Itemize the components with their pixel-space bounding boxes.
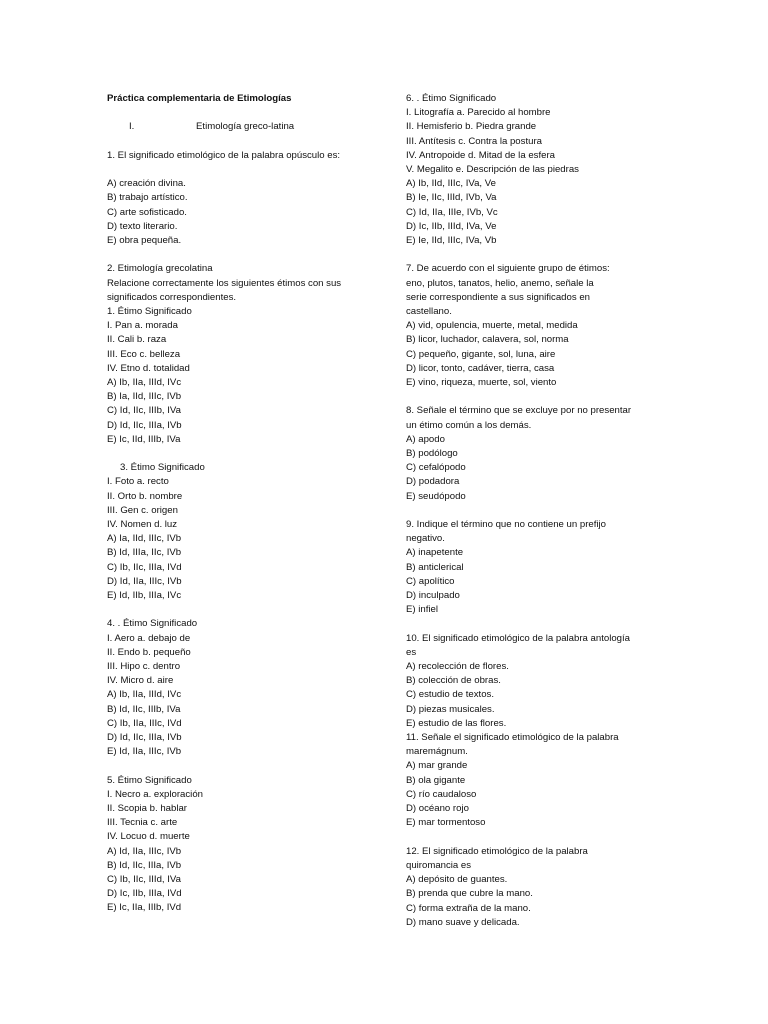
text-line-e-ie-iid-iiic-iva-vb: E) Ie, IId, IIIc, IVa, Vb bbox=[406, 235, 497, 247]
text-line-a-recoleccion-de-flores: A) recolección de flores. bbox=[406, 661, 509, 673]
text-line-c-cefalopodo: C) cefalópodo bbox=[406, 462, 466, 474]
text-line-b-prenda-que-cubre-la-mano: B) prenda que cubre la mano. bbox=[406, 888, 533, 900]
text-line-iv-nomen-d-luz: IV. Nomen d. luz bbox=[107, 519, 178, 531]
text-line-a-ib-iia-iiid-ivc: A) Ib, IIa, IIId, IVc bbox=[107, 377, 182, 388]
text-line-d-piezas-musicales: D) piezas musicales. bbox=[406, 703, 495, 715]
section-heading bbox=[107, 120, 377, 134]
text-line-1-el-significado-etimologico-de-la-palab: 1. El significado etimológico de la palabra opúsculo es: bbox=[107, 149, 341, 161]
blank-line bbox=[107, 447, 377, 461]
text-line-e-vino-riqueza-muerte-sol-viento: E) vino, riqueza, muerte, sol, viento bbox=[406, 377, 557, 389]
text-line-d-licor-tonto-cadaver-tierra-casa: D) licor, tonto, cadáver, tierra, casa bbox=[406, 362, 555, 374]
blank-line bbox=[107, 106, 377, 120]
text-line-b-id-iic-iiib-iva: B) Id, IIc, IIIb, IVa bbox=[107, 703, 181, 715]
text-line-d-texto-literario: D) texto literario. bbox=[107, 220, 178, 232]
text-line-maremagnum: maremágnum. bbox=[406, 746, 468, 758]
text-line-a-mar-grande: A) mar grande bbox=[406, 760, 468, 772]
blank-line bbox=[107, 759, 377, 773]
text-line-1-etimo-significado: 1. Étimo Significado bbox=[107, 305, 192, 317]
text-line-iv-micro-d-aire: IV. Micro d. aire bbox=[107, 675, 174, 687]
text-line-a-creacion-divina: A) creación divina. bbox=[107, 178, 186, 190]
text-line-a-id-iia-iiic-ivb: A) Id, IIa, IIIc, IVb bbox=[107, 845, 182, 857]
text-line-a-inapetente: A) inapetente bbox=[406, 547, 464, 559]
text-line-b-licor-luchador-calavera-sol-norma: B) licor, luchador, calavera, sol, norma bbox=[406, 334, 569, 346]
document-title: Práctica complementaria de Etimologías bbox=[107, 93, 292, 104]
text-line-c-ib-iic-iiid-iva: C) Ib, IIc, IIId, IVa bbox=[107, 874, 181, 886]
text-line-10-el-significado-etimologico-de-la-pala: 10. El significado etimológico de la palabra antología bbox=[406, 632, 631, 644]
text-line-relacione-correctamente-los-siguientes-e: Relacione correctamente los siguientes étimos con sus bbox=[107, 277, 342, 289]
blank-line bbox=[107, 603, 377, 617]
text-line-i-aero-a-debajo-de: I. Aero a. debajo de bbox=[107, 632, 191, 644]
blank-line bbox=[406, 617, 676, 631]
text-line-b-trabajo-artistico: B) trabajo artístico. bbox=[107, 192, 188, 204]
text-line-d-ic-iib-iiid-iva-ve: D) Ic, IIb, IIId, IVa, Ve bbox=[406, 220, 497, 232]
text-line-iv-locuo-d-muerte: IV. Locuo d. muerte bbox=[107, 831, 190, 843]
text-line-c-arte-sofisticado: C) arte sofisticado. bbox=[107, 206, 187, 218]
text-line-a-deposito-de-guantes: A) depósito de guantes. bbox=[406, 874, 508, 886]
text-line-b-ia-iid-iiic-ivb: B) Ia, IId, IIIc, IVb bbox=[107, 391, 182, 403]
text-line-ii-orto-b-nombre: II. Orto b. nombre bbox=[107, 490, 183, 502]
text-line-a-ib-iia-iiid-ivc: A) Ib, IIa, IIId, IVc bbox=[107, 689, 182, 701]
text-line-i-foto-a-recto: I. Foto a. recto bbox=[107, 476, 169, 488]
text-line-11-senale-el-significado-etimologico-de-: 11. Señale el significado etimológico de la palabra bbox=[406, 732, 619, 744]
text-line-e-obra-pequena: E) obra pequeña. bbox=[107, 234, 182, 246]
text-line-iii-gen-c-origen: III. Gen c. origen bbox=[107, 504, 178, 516]
text-line-quiromancia-es: quiromancia es bbox=[406, 859, 472, 871]
text-line-d-podadora: D) podadora bbox=[406, 476, 460, 488]
blank-line bbox=[406, 390, 676, 404]
text-line-d-id-iic-iiia-ivb: D) Id, IIc, IIIa, IVb bbox=[107, 419, 182, 431]
text-line-v-megalito-e-descripcion-de-las-piedras: V. Megalito e. Descripción de las piedras bbox=[406, 164, 579, 176]
text-line-a-ib-iid-iiic-iva-ve: A) Ib, IId, IIIc, IVa, Ve bbox=[406, 178, 496, 190]
right-column bbox=[406, 92, 676, 930]
text-line-c-estudio-de-textos: C) estudio de textos. bbox=[406, 689, 494, 701]
text-line-8-senale-el-termino-que-se-excluye-por-n: 8. Señale el término que se excluye por no presentar bbox=[406, 405, 632, 417]
text-line-ii-hemisferio-b-piedra-grande: II. Hemisferio b. Piedra grande bbox=[406, 121, 537, 133]
text-line-b-anticlerical: B) anticlerical bbox=[406, 561, 464, 573]
text-line-d-oceano-rojo: D) océano rojo bbox=[406, 803, 469, 815]
text-line-iv-etno-d-totalidad: IV. Etno d. totalidad bbox=[107, 362, 190, 374]
text-line-iii-tecnia-c-arte: III. Tecnia c. arte bbox=[107, 817, 178, 829]
section-title: Etimología greco-latina bbox=[196, 121, 295, 133]
text-line-i-necro-a-exploracion: I. Necro a. exploración bbox=[107, 788, 203, 800]
text-line-b-ie-iic-iiid-ivb-va: B) Ie, IIc, IIId, IVb, Va bbox=[406, 192, 497, 204]
text-line-a-ia-iid-iiic-ivb: A) Ia, IId, IIIc, IVb bbox=[107, 533, 182, 545]
text-line-a-apodo: A) apodo bbox=[406, 433, 445, 445]
text-line-iii-hipo-c-dentro: III. Hipo c. dentro bbox=[107, 661, 181, 673]
text-line-e-infiel: E) infiel bbox=[406, 604, 438, 616]
text-line-ii-cali-b-raza: II. Cali b. raza bbox=[107, 334, 167, 346]
text-line-d-ic-iib-iiia-ivd: D) Ic, IIb, IIIa, IVd bbox=[107, 888, 182, 900]
text-line-c-ib-iic-iiia-ivd: C) Ib, IIc, IIIa, IVd bbox=[107, 561, 182, 573]
text-line-c-id-iic-iiib-iva: C) Id, IIc, IIIb, IVa bbox=[107, 405, 181, 417]
text-line-d-mano-suave-y-delicada: D) mano suave y delicada. bbox=[406, 916, 520, 928]
text-line-d-inculpado: D) inculpado bbox=[406, 590, 460, 602]
text-line-7-de-acuerdo-con-el-siguiente-grupo-de-e: 7. De acuerdo con el siguiente grupo de étimos: bbox=[406, 263, 610, 275]
text-line-b-id-iic-iiia-ivb: B) Id, IIc, IIIa, IVb bbox=[107, 859, 182, 871]
text-line-2-etimologia-grecolatina: 2. Etimología grecolatina bbox=[107, 263, 213, 275]
text-line-c-pequeno-gigante-sol-luna-aire: C) pequeño, gigante, sol, luna, aire bbox=[406, 348, 556, 360]
text-line-e-seudopodo: E) seudópodo bbox=[406, 490, 466, 502]
text-line-negativo: negativo. bbox=[406, 533, 445, 545]
text-line-c-ib-iia-iiic-ivd: C) Ib, IIa, IIIc, IVd bbox=[107, 717, 182, 729]
text-line-iii-eco-c-belleza: III. Eco c. belleza bbox=[107, 348, 181, 360]
text-line-d-id-iia-iiic-ivb: D) Id, IIa, IIIc, IVb bbox=[107, 575, 182, 587]
text-line-b-id-iiia-iic-ivb: B) Id, IIIa, IIc, IVb bbox=[107, 547, 182, 559]
text-line-c-id-iia-iiie-ivb-vc: C) Id, IIa, IIIe, IVb, Vc bbox=[406, 206, 498, 218]
text-line-b-podologo: B) podólogo bbox=[406, 448, 458, 460]
text-line-iii-antitesis-c-contra-la-postura: III. Antítesis c. Contra la postura bbox=[406, 135, 542, 147]
text-line-e-estudio-de-las-flores: E) estudio de las flores. bbox=[406, 717, 507, 729]
blank-line bbox=[107, 163, 377, 177]
text-line-e-id-iib-iiia-ivc: E) Id, IIb, IIIa, IVc bbox=[107, 590, 182, 602]
text-line-e-ic-iia-iiib-ivd: E) Ic, IIa, IIIb, IVd bbox=[107, 902, 182, 914]
text-line-e-id-iia-iiic-ivb: E) Id, IIa, IIIc, IVb bbox=[107, 746, 182, 758]
text-line-castellano: castellano. bbox=[406, 306, 452, 318]
text-line-ii-scopia-b-hablar: II. Scopia b. hablar bbox=[107, 803, 187, 815]
text-line-serie-correspondiente-a-sus-significados: serie correspondiente a sus significados en bbox=[406, 291, 590, 303]
text-line-c-apolitico: C) apolítico bbox=[406, 575, 455, 587]
text-line-e-ic-iid-iiib-iva: E) Ic, IId, IIIb, IVa bbox=[107, 433, 181, 445]
blank-line bbox=[107, 248, 377, 262]
text-line-12-el-significado-etimologico-de-la-pala: 12. El significado etimológico de la palabra bbox=[406, 845, 588, 857]
blank-line bbox=[107, 135, 377, 149]
section-number: I. bbox=[129, 121, 135, 133]
text-line-3-etimo-significado: 3. Étimo Significado bbox=[120, 462, 205, 474]
text-line-b-coleccion-de-obras: B) colección de obras. bbox=[406, 675, 501, 687]
text-line-es: es bbox=[406, 646, 417, 658]
text-line-iv-antropoide-d-mitad-de-la-esfera: IV. Antropoide d. Mitad de la esfera bbox=[406, 149, 555, 161]
text-line-e-mar-tormentoso: E) mar tormentoso bbox=[406, 817, 486, 829]
text-line-d-id-iic-iiia-ivb: D) Id, IIc, IIIa, IVb bbox=[107, 732, 182, 744]
text-line-9-indique-el-termino-que-no-contiene-un-: 9. Indique el término que no contiene un prefijo bbox=[406, 519, 607, 531]
text-line-5-etimo-significado: 5. Étimo Significado bbox=[107, 774, 192, 786]
left-column bbox=[107, 92, 377, 916]
text-line-a-vid-opulencia-muerte-metal-medida: A) vid, opulencia, muerte, metal, medida bbox=[406, 320, 578, 332]
text-line-eno-plutos-tanatos-helio-anemo-senale-la: eno, plutos, tanatos, helio, anemo, señale la bbox=[406, 277, 594, 289]
text-line-c-rio-caudaloso: C) río caudaloso bbox=[406, 788, 477, 800]
text-line-i-pan-a-morada: I. Pan a. morada bbox=[107, 320, 178, 332]
text-line-un-etimo-comun-a-los-demas: un étimo común a los demás. bbox=[406, 419, 532, 431]
blank-line bbox=[406, 504, 676, 518]
blank-line bbox=[406, 248, 676, 262]
text-line-4-etimo-significado: 4. . Étimo Significado bbox=[107, 618, 198, 630]
blank-line bbox=[406, 831, 676, 845]
text-line-b-ola-gigante: B) ola gigante bbox=[406, 774, 466, 786]
text-line-c-forma-extrana-de-la-mano: C) forma extraña de la mano. bbox=[406, 902, 531, 914]
text-line-i-litografia-a-parecido-al-hombre: I. Litografía a. Parecido al hombre bbox=[406, 107, 551, 119]
text-line-ii-endo-b-pequeno: II. Endo b. pequeño bbox=[107, 646, 191, 658]
text-line-6-etimo-significado: 6. . Étimo Significado bbox=[406, 93, 497, 104]
text-line-significados-correspondientes: significados correspondientes. bbox=[107, 291, 237, 303]
